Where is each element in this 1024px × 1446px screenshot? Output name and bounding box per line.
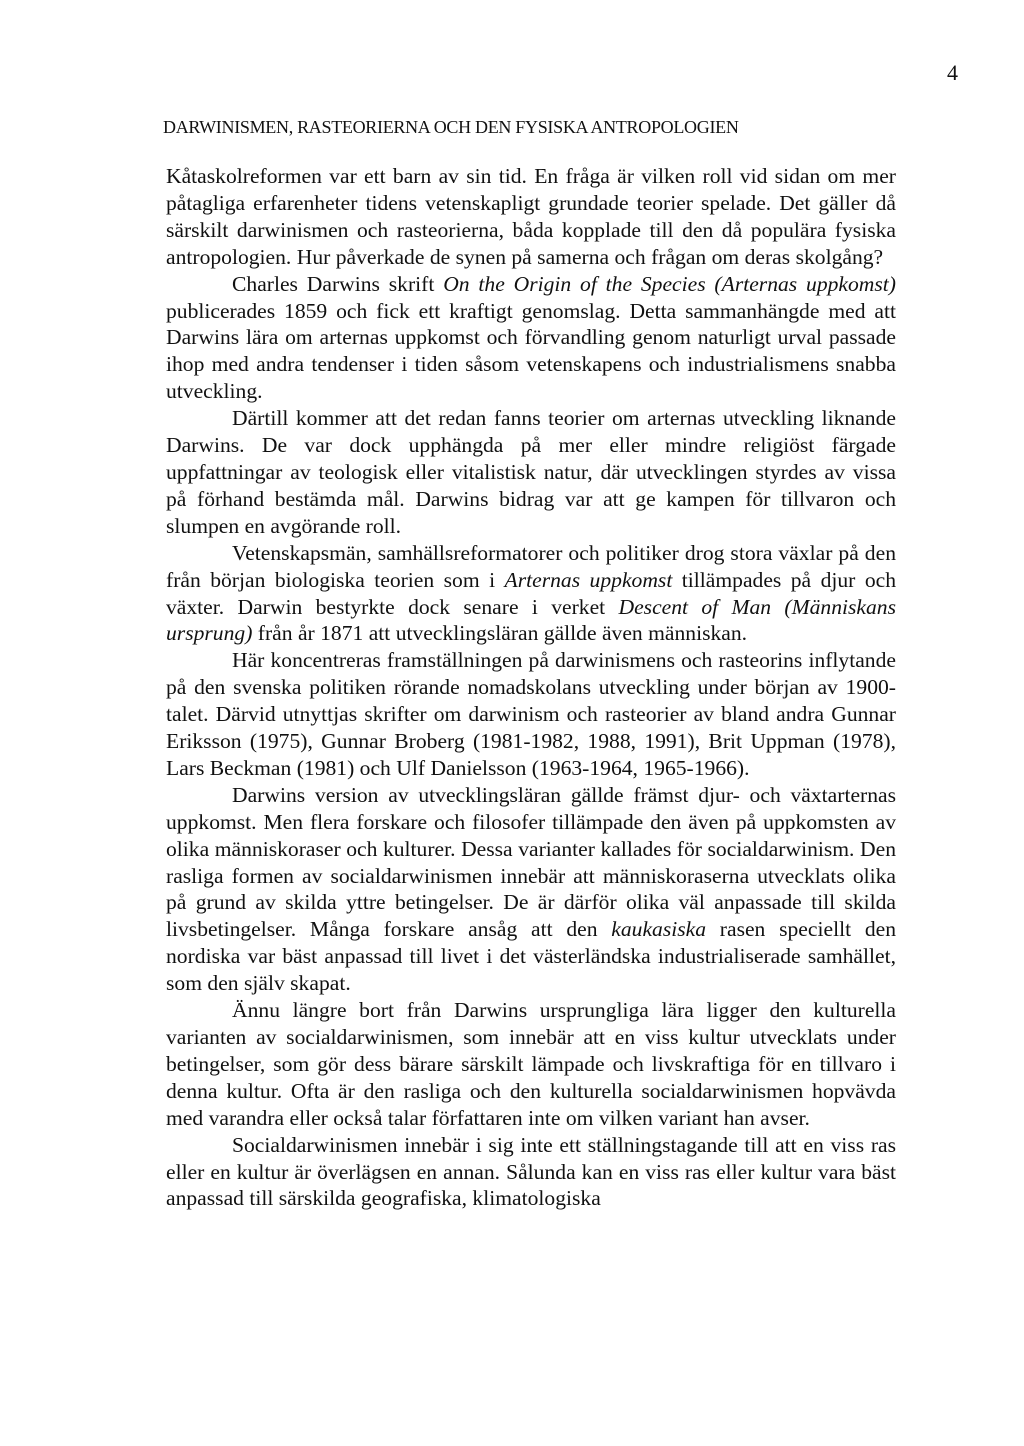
- paragraph-2: [166, 271, 896, 406]
- paragraph-3: Därtill kommer att det redan fanns teorier om arternas utveckling liknande Darwins. De var dock upphängda på mer eller mindre religiöst färgade uppfattningar av teologisk eller vitalistisk natur, där utvecklingen styrdes av vissa på förhand bestämda mål. Darwins bidrag var att ge kampen för tillvaron och slumpen en avgörande roll.: [166, 406, 896, 538]
- paragraph-2-book-title: On the Origin of the Species (Arternas uppkomst): [443, 271, 896, 296]
- paragraph-4-text-a: Vetenskapsmän, samhällsreformatorer och politiker drog stora växlar på den från början biologiska teorien som i: [166, 540, 896, 592]
- paragraph-5: Här koncentreras framställningen på darwinismens och rasteorins inflytande på den svenska politiken rörande nomadskolans utveckling under början av 1900-talet. Därvid utnyttjas skrifter om darwinism och rasteorier av bland andra Gunnar Eriksson (1975), Gunnar Broberg (1981-1982, 1988, 1991), Brit Uppman (1978), Lars Beckman (1981) och Ulf Danielsson (1963-1964, 1965-1966).: [166, 648, 896, 780]
- running-head: DARWINISMEN, RASTEORIERNA OCH DEN FYSISKA ANTROPOLOGIEN: [163, 117, 739, 137]
- paragraph-4-text-c: tillämpades på djur och växter. Darwin bestyrkte dock senare i verket: [166, 567, 896, 619]
- paragraph-6-emphasis: kaukasiska: [611, 917, 707, 942]
- page-number: 4: [947, 60, 958, 85]
- paragraph-6-text-c: rasen speciellt den nordiska var bäst anpassad till livet i det västerländska industrialiserade samhället, som den själv skapat.: [166, 917, 896, 996]
- paragraph-8: Socialdarwinismen innebär i sig inte ett ställningstagande till att en viss ras eller en kultur är överlägsen en annan. Sålunda kan en viss ras eller kultur vara bäst anpassad till särskilda geografiska, klimatologiska: [166, 1132, 896, 1211]
- paragraph-4-book-title-1: Arternas uppkomst: [504, 567, 673, 592]
- body-text: [166, 163, 896, 1212]
- paragraph-4-text-e: från år 1871 att utvecklingsläran gällde även människan.: [252, 621, 748, 646]
- paragraph-2-text-c: publicerades 1859 och fick ett kraftigt genomslag. Detta sammanhängde med att Darwins lära om arternas uppkomst och förvandling genom naturligt urval passade ihop med andra tendenser i tiden såsom vetenskapens och industrialismens snabba utveckling.: [166, 298, 896, 404]
- paragraph-7: Ännu längre bort från Darwins ursprungliga lära ligger den kulturella varianten av socialdarwinismen, som innebär att en viss kultur utvecklats under betingelser, som gör dess bärare särskilt lämpade och livskraftiga för en tillvaro i denna kultur. Ofta är den rasliga och den kulturella socialdarwinismen hopvävda med varandra eller också talar författaren inte om vilken variant han avser.: [166, 998, 896, 1130]
- paragraph-2-text-a: Charles Darwins skrift: [232, 271, 444, 296]
- paragraph-6: [166, 782, 896, 997]
- paragraph-6-text-a: Darwins version av utvecklingsläran gällde främst djur- och växtarternas uppkomst. Men flera forskare och filosofer tillämpade den även på uppkomsten av olika människoraser och kulturer. Dessa varianter kallades för socialdarwinism. Den rasliga formen av socialdarwinismen innebär att människoraserna utvecklats olika på grund av skilda yttre betingelser. De är därför olika väl anpassade till skilda livsbetingelser. Många forskare ansåg att den: [166, 782, 896, 942]
- paragraph-4: [166, 540, 896, 648]
- paragraph-4-book-title-2: Descent of Man (Människans ursprung): [166, 594, 896, 646]
- paragraph-1: Kåtaskolreformen var ett barn av sin tid. En fråga är vilken roll vid sidan om mer påtagliga erfarenheter tidens vetenskapligt grundade teorier spelade. Det gäller då särskilt darwinismen och rasteorierna, båda kopplade till den då populära fysiska antropologien. Hur påverkade de synen på samerna och frågan om deras skolgång?: [166, 164, 896, 269]
